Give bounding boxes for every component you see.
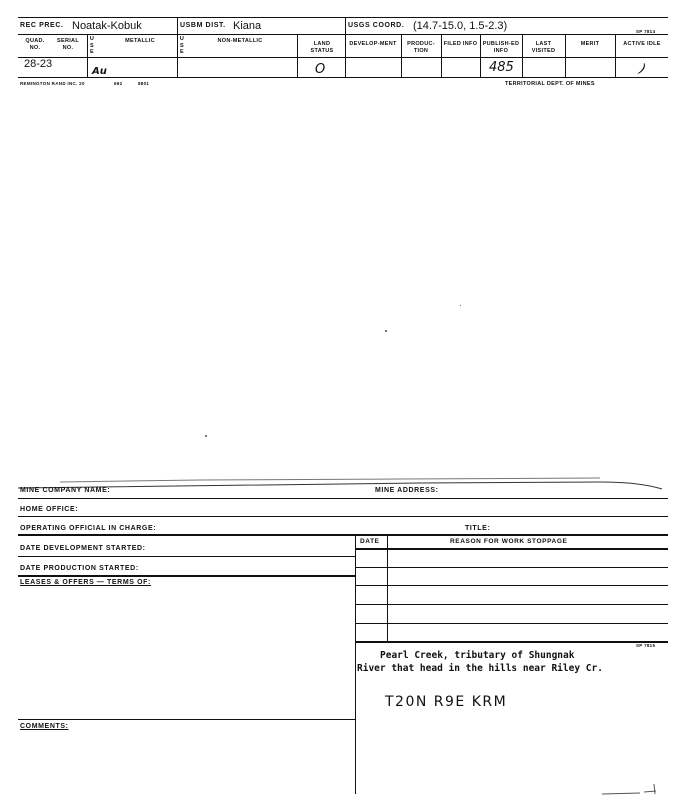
table-row-line bbox=[355, 604, 668, 605]
mine-company-name-label: MINE COMPANY NAME: bbox=[20, 487, 111, 494]
col-metallic: METALLIC bbox=[125, 38, 155, 44]
divider-v bbox=[345, 17, 346, 77]
reason-column-header: REASON FOR WORK STOPPAGE bbox=[450, 538, 568, 545]
divider-v bbox=[87, 34, 88, 77]
title-label: TITLE: bbox=[465, 525, 491, 532]
top-border-line bbox=[18, 17, 668, 18]
home-office-label: HOME OFFICE: bbox=[20, 506, 79, 513]
footer-code-2: 8801 bbox=[138, 81, 150, 86]
divider-v bbox=[565, 34, 566, 77]
rule-line bbox=[18, 498, 668, 499]
speck bbox=[385, 330, 387, 332]
corner-mark bbox=[600, 782, 660, 798]
typed-note-line-1: Pearl Creek, tributary of Shungnak bbox=[380, 650, 575, 661]
divider-v bbox=[441, 34, 442, 77]
operating-official-label: OPERATING OFFICIAL IN CHARGE: bbox=[20, 525, 157, 532]
table-row-line bbox=[355, 623, 668, 624]
date-col-divider bbox=[387, 534, 388, 642]
col-published-info: PUBLISH-ED INFO bbox=[482, 41, 520, 54]
rule-line bbox=[18, 556, 355, 557]
form-code-top: SP 7814 bbox=[636, 29, 656, 34]
date-development-label: DATE DEVELOPMENT STARTED: bbox=[20, 545, 146, 552]
col-land-status: LAND STATUS bbox=[310, 41, 334, 54]
rule-line bbox=[18, 516, 668, 517]
col-last-visited: LAST VISITED bbox=[531, 41, 556, 54]
land-status-value: O bbox=[315, 62, 326, 77]
divider-v bbox=[177, 17, 178, 77]
usgs-coord-label: USGS COORD. bbox=[348, 22, 405, 29]
rule-line bbox=[18, 534, 668, 536]
header-row-top-line bbox=[18, 34, 668, 35]
metallic-value: Au bbox=[92, 66, 107, 77]
rec-prec-label: REC PREC. bbox=[20, 22, 64, 29]
table-row-line bbox=[355, 567, 668, 568]
date-production-label: DATE PRODUCTION STARTED: bbox=[20, 565, 139, 572]
table-bottom-line bbox=[355, 641, 668, 643]
col-development: DEVELOP-MENT bbox=[349, 41, 397, 47]
col-non-metallic: NON-METALLIC bbox=[217, 38, 263, 44]
usbm-dist-label: USBM DIST. bbox=[180, 22, 226, 29]
published-info-value: 485 bbox=[489, 60, 514, 75]
usbm-dist-value: Kiana bbox=[233, 20, 262, 32]
footer-code-1: 692 bbox=[114, 81, 123, 86]
col-serial-no: SERIAL NO. bbox=[57, 38, 79, 51]
divider-v bbox=[401, 34, 402, 77]
speck bbox=[205, 435, 207, 437]
date-column-header: DATE bbox=[360, 538, 380, 545]
rule-line bbox=[18, 575, 355, 577]
footer-printer: REMINGTON RAND INC. 20 bbox=[20, 81, 85, 86]
mine-address-label: MINE ADDRESS: bbox=[375, 487, 439, 494]
rec-prec-value: Noatak-Kobuk bbox=[72, 20, 142, 32]
comments-label: COMMENTS: bbox=[20, 723, 69, 730]
col-filed-info: FILED INFO bbox=[443, 41, 478, 47]
speck bbox=[460, 305, 461, 306]
quad-value: 28-23 bbox=[24, 58, 53, 70]
active-idle-value: ) bbox=[637, 61, 648, 78]
divider-v bbox=[522, 34, 523, 77]
col-merit: MERIT bbox=[580, 41, 600, 47]
footer-dept: TERRITORIAL DEPT. OF MINES bbox=[505, 81, 595, 87]
form-code-bottom: SP 7815 bbox=[636, 643, 656, 648]
data-row-bottom-line bbox=[18, 77, 668, 78]
col-use-metallic: U S E bbox=[89, 36, 95, 55]
handwritten-location-note: T20N R9E KRM bbox=[385, 694, 508, 710]
typed-note-line-2: River that head in the hills near Riley Cr. bbox=[357, 663, 603, 674]
col-production: PRODUC-TION bbox=[407, 41, 435, 54]
header-row-bottom-line bbox=[18, 57, 668, 58]
leases-label: LEASES & OFFERS — TERMS OF: bbox=[20, 579, 151, 586]
table-row-line bbox=[355, 585, 668, 586]
divider-v bbox=[615, 34, 616, 77]
col-use-nonmetallic: U S E bbox=[179, 36, 185, 55]
divider-v bbox=[297, 34, 298, 77]
divider-v bbox=[480, 34, 481, 77]
col-quad-no: QUAD. NO. bbox=[25, 38, 45, 51]
table-header-line bbox=[355, 548, 668, 550]
col-active-idle: ACTIVE IDLE bbox=[623, 41, 661, 47]
table-left-border bbox=[355, 534, 356, 794]
usgs-coord-value: (14.7-15.0, 1.5-2.3) bbox=[413, 20, 508, 32]
rule-line bbox=[18, 719, 355, 720]
